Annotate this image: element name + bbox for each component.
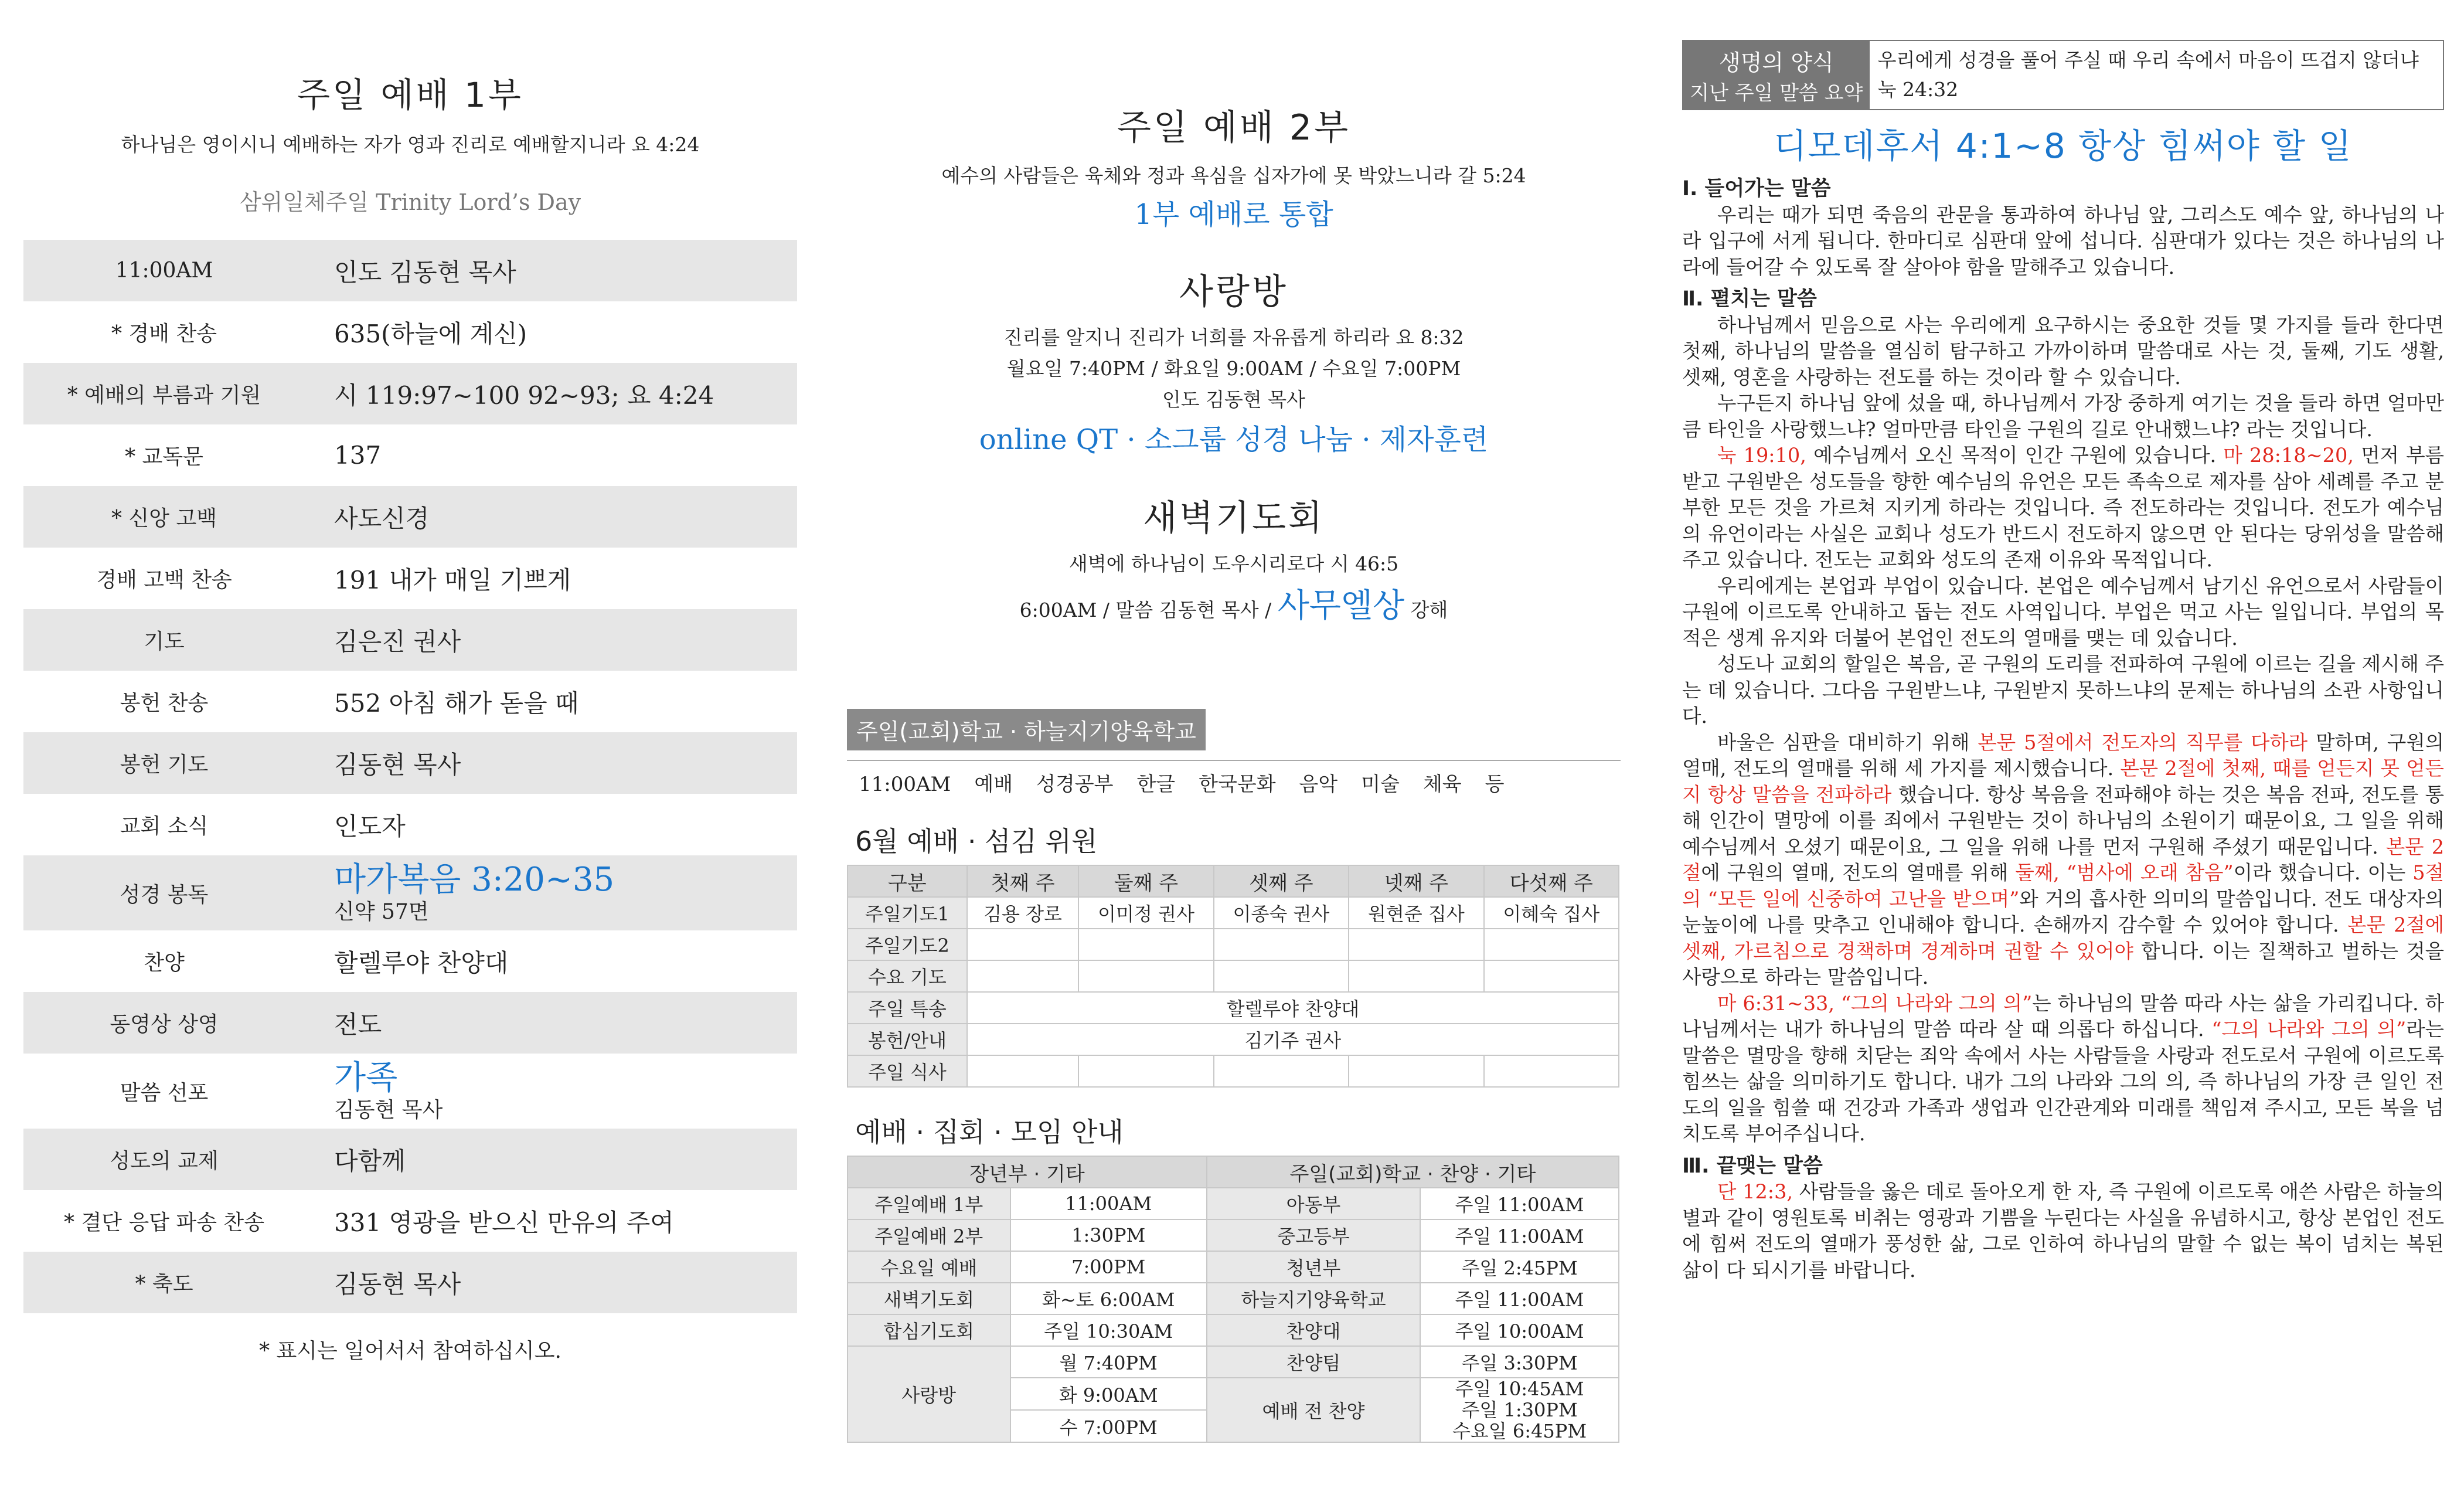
sarangbang-title: 사랑방 (1179, 271, 1288, 312)
committee-row (848, 929, 1619, 960)
ref: “그의 나라와 그의 의” (2211, 1018, 2407, 1041)
schedule-time: 주일 2:45PM (1420, 1251, 1619, 1283)
order-label: 교회 소식 (120, 814, 209, 838)
school-item: 체육 (1422, 773, 1462, 796)
order-row (23, 609, 797, 671)
school-section (847, 709, 1621, 797)
service2-verse: 예수의 사람들은 육체와 정과 욕심을 십자가에 못 박았느니라 갈 5:24 (941, 164, 1526, 187)
school-item: 성경공부 (1036, 773, 1114, 796)
sermon-panel (1682, 0, 2444, 1495)
schedule-name: 찬양대 (1207, 1314, 1420, 1346)
schedule-time: 수 7:00PM (1010, 1410, 1207, 1442)
schedule-name: 예배 전 찬양 (1207, 1378, 1420, 1442)
committee-cell (1214, 1055, 1349, 1087)
order-value: 다함께 (334, 1146, 406, 1175)
committee-table (847, 865, 1619, 1088)
order-value: 인도 김동현 목사 (334, 257, 516, 287)
schedule-row (848, 1251, 1619, 1283)
committee-row (848, 1055, 1619, 1087)
order-row (23, 240, 797, 301)
text: 라는 말씀은 멸망을 향해 치닫는 죄악 속에서 사는 사람들을 사랑과 전도로서 구원에 이르도록 힘쓰는 삶을 의미하기도 합니다. 내가 그의 나라와 그의 의, 즉 하나님의 가장 큰 일인 전도의 일을 힘쓸 때 건강과 가족과 생업과 인간관계와 미래를 책임져 주시고, 모든 복을 넘치도록 부어주십니다. (1682, 1018, 2444, 1145)
committee-cell (1078, 960, 1213, 992)
committee-cell (967, 929, 1079, 960)
order-label: 경배 고백 찬송 (96, 568, 232, 592)
order-label: 11:00AM (115, 259, 213, 283)
ref: 본문 2절 (1682, 835, 2445, 884)
text: 했습니다. 항상 복음을 전파해야 하는 것은 복음 전파, 전도를 통해 인간이 멸망에 이를 죄에서 구원받는 것이 하나님의 소원이기 때문이요, 그 일을 위해 예수님께서 오셨기 때문이요, 그 일을 위해 나를 먼저 구원해 주셨기 때문입니다. (1682, 783, 2445, 858)
order-value: 191 내가 매일 기쁘게 (334, 565, 571, 594)
schedule-time: 1:30PM (1010, 1219, 1207, 1251)
order-of-worship (23, 240, 797, 1313)
order-row (23, 363, 797, 424)
section2-heading: Ⅱ. 펼치는 말씀 (1682, 287, 1817, 311)
sermon-badge-a: 생명의 양식 (1719, 50, 1834, 76)
order-row (23, 1190, 797, 1252)
text: 이라 했습니다. 이는 (2233, 861, 2413, 884)
text: 사람들을 옳은 데로 돌아오게 한 자, 즉 구원에 이르도록 애쓴 사람은 하늘의 별과 같이 영원토록 비취는 영광과 기쁨을 누린다는 사실을 유념하시고, 항상 본업인 전도에 힘써 전도의 열매가 풍성한 삶, 그로 인하여 하나님의 말할 수 없는 복이 넘치는 복된 삶이 다 되시기를 바랍니다. (1682, 1180, 2444, 1282)
schedule-time: 주일 3:30PM (1420, 1346, 1619, 1378)
section2-paragraph-2: 누구든지 하나님 앞에 섰을 때, 하나님께서 가장 중하게 여기는 것을 들라 하면 얼마만큼 타인을 사랑했느냐? 얼마만큼 타인을 구원의 길로 안내했느냐? 라는 것입니다. (1682, 392, 2444, 441)
schedule-name: 사랑방 (848, 1346, 1010, 1442)
dawn-verse: 새벽에 하나님이 도우시리로다 시 46:5 (1068, 552, 1399, 575)
order-row (23, 855, 797, 930)
order-label: 봉헌 기도 (120, 753, 209, 777)
order-value: 552 아침 해가 돋을 때 (334, 688, 579, 718)
section2-paragraph-3 (1682, 443, 2444, 573)
schedule-name: 청년부 (1207, 1251, 1420, 1283)
committee-header: 구분 (848, 865, 967, 897)
committee-header: 다섯째 주 (1484, 865, 1619, 897)
schedule-name: 아동부 (1207, 1188, 1420, 1219)
order-label: * 예배의 부름과 기원 (67, 383, 261, 407)
committee-cell (1214, 960, 1349, 992)
dawn-title: 새벽기도회 (1143, 498, 1325, 539)
school-item: 한국문화 (1199, 773, 1276, 796)
committee-cell (967, 1055, 1079, 1087)
schedule-name: 중고등부 (1207, 1219, 1420, 1251)
order-label: * 경배 찬송 (111, 322, 217, 346)
committee-header: 셋째 주 (1214, 865, 1349, 897)
order-value (305, 1059, 443, 1123)
order-label: 봉헌 찬송 (120, 691, 209, 715)
sermon-header-verse: 우리에게 성경을 풀어 주실 때 우리 속에서 마음이 뜨겁지 않더냐 눅 24:32 (1877, 49, 2419, 101)
school-item: 한글 (1136, 773, 1176, 796)
committee-cell (1484, 960, 1619, 992)
schedule-name: 하늘지기양육학교 (1207, 1283, 1420, 1314)
text: 에 구원의 열매, 전도의 열매를 위해 (1701, 861, 2016, 884)
schedule-table (847, 1156, 1619, 1443)
schedule-right-header: 주일(교회)학교 · 찬양 · 기타 (1207, 1156, 1619, 1188)
schedule-time: 주일 11:00AM (1420, 1188, 1619, 1219)
ref: 본문 5절에서 전도자의 직무를 다하라 (1978, 730, 2308, 754)
order-value: 김동현 목사 (334, 750, 461, 779)
sermon-badge-b: 지난 주일 말씀 요약 (1690, 81, 1863, 105)
service1-title: 주일 예배 1부 (297, 75, 523, 115)
order-label: 찬양 (144, 951, 185, 975)
order-value: 전도 (334, 1010, 382, 1039)
order-value (305, 861, 614, 925)
committee-header: 첫째 주 (967, 865, 1079, 897)
ref: 마 6:31~33, “그의 나라와 그의 의” (1717, 991, 2033, 1015)
order-value: 시 119:97~100 92~93; 요 4:24 (334, 380, 714, 410)
section2-paragraph-6 (1682, 730, 2444, 991)
committee-row (848, 992, 1619, 1024)
standing-note: * 표시는 일어서서 참여하십시오. (259, 1339, 561, 1363)
schedule-left-header: 장년부 · 기타 (848, 1156, 1207, 1188)
schedule-title: 예배 · 집회 · 모임 안내 (855, 1116, 1124, 1148)
school-item: 등 (1485, 773, 1505, 796)
order-row (23, 486, 797, 548)
order-label: 성경 봉독 (120, 882, 209, 907)
sermon-badge (1683, 41, 1870, 109)
schedule-name: 주일예배 1부 (848, 1188, 1010, 1219)
sarangbang-activities: online QT · 소그룹 성경 나눔 · 제자훈련 (979, 423, 1489, 456)
sermon-header (1682, 40, 2444, 110)
committee-cell (1349, 960, 1483, 992)
committee-row-label: 봉헌/안내 (848, 1024, 967, 1055)
text: 는 하나님의 말씀 따라 사는 삶을 가리킵니다. 하나님께서는 내가 하나님의 말씀 따라 살 때 의롭다 하십니다. (1682, 991, 2444, 1041)
committee-cell: 김용 장로 (967, 897, 1079, 929)
committee-cell: 이혜숙 집사 (1484, 897, 1619, 929)
order-label: 기도 (144, 630, 185, 654)
order-value: 635(하늘에 계신) (334, 319, 527, 348)
order-value-sub: 김동현 목사 (334, 1098, 443, 1122)
schedule-name: 주일예배 2부 (848, 1219, 1010, 1251)
schedule-time: 주일 10:00AM (1420, 1314, 1619, 1346)
schedule-header-row (848, 1156, 1619, 1188)
committee-row-label: 주일 특송 (848, 992, 967, 1024)
school-items (847, 760, 1621, 797)
order-value: 137 (334, 441, 382, 470)
order-value: 김동현 목사 (334, 1269, 461, 1299)
schedule-row (848, 1283, 1619, 1314)
sarangbang-leader: 인도 김동현 목사 (1162, 388, 1306, 411)
order-row (23, 732, 797, 794)
school-item: 예배 (974, 773, 1013, 796)
committee-row-label: 주일기도1 (848, 897, 967, 929)
text: 합니다. 이는 질책하고 벌하는 것을 사랑으로 하라는 말씀입니다. (1682, 939, 2444, 988)
order-row (23, 301, 797, 363)
committee-merged-cell: 할렐루야 찬양대 (967, 992, 1619, 1024)
section2-paragraph-7 (1682, 991, 2444, 1147)
committee-cell (1349, 929, 1483, 960)
committee-cell (1078, 929, 1213, 960)
dawn-info-pre: 6:00AM / 말씀 김동현 목사 / (1019, 599, 1272, 621)
section1-heading: Ⅰ. 들어가는 말씀 (1682, 177, 1831, 201)
dawn-info (847, 580, 1621, 627)
committee-header: 둘째 주 (1078, 865, 1213, 897)
committee-row-label: 수요 기도 (848, 960, 967, 992)
committee-row-label: 주일기도2 (848, 929, 967, 960)
section2-paragraph-4: 우리에게는 본업과 부업이 있습니다. 본업은 예수님께서 남기신 유언으로서 사람들이 구원에 이르도록 안내하고 돕는 전도 사역입니다. 부업은 먹고 사는 일입니다. 부업의 목적은 생계 유지와 더불어 본업인 전도의 열매를 맺는 데 있습니다. (1682, 574, 2444, 650)
ref: 5절의 “모든 일에 신중하여 고난을 받으며” (1682, 861, 2444, 910)
schedule-row (848, 1219, 1619, 1251)
section2-paragraph-1: 하나님께서 믿음으로 사는 우리에게 요구하시는 중요한 것들 몇 가지를 들라 한다면 첫째, 하나님의 말씀을 열심히 탐구하고 가까이하며 말씀대로 사는 것, 둘째, 기도 생활, 셋째, 영혼을 사랑하는 전도를 하는 것이라 할 수 있습니다. (1682, 313, 2444, 389)
order-value: 331 영광을 받으신 만유의 주여 (334, 1208, 674, 1237)
service2-title: 주일 예배 2부 (1117, 107, 1351, 148)
committee-cell: 이종숙 권사 (1214, 897, 1349, 929)
ref: 마 28:18~20, (2223, 444, 2354, 467)
order-row (23, 424, 797, 486)
text: 와 거의 흡사한 의미의 말씀입니다. 전도 대상자의 눈높이에 나를 맞추고 인내해야 합니다. 손해까지 감수할 수 있어야 합니다. (1682, 887, 2444, 936)
ref: 둘째, “범사에 오래 참음” (2015, 861, 2234, 884)
committee-merged-cell: 김기주 권사 (967, 1024, 1619, 1055)
order-value-main: 마가복음 3:20~35 (334, 861, 615, 899)
schedule-name: 수요일 예배 (848, 1251, 1010, 1283)
order-label: * 신앙 고백 (111, 507, 217, 531)
schedule-time: 주일 11:00AM (1420, 1283, 1619, 1314)
order-value: 김은진 권사 (334, 627, 461, 656)
order-label: 말씀 선포 (120, 1081, 209, 1105)
schedule-time: 주일 1:30PM (1461, 1399, 1578, 1421)
text: 예수님께서 오신 목적이 인간 구원에 있습니다. (1806, 444, 2224, 467)
schedule-time: 주일 11:00AM (1420, 1219, 1619, 1251)
schedule-name: 새벽기도회 (848, 1283, 1010, 1314)
text: 말하며, 구원의 열매, 전도의 열매를 위해 세 가지를 제시했습니다. (1682, 730, 2444, 780)
committee-row-label: 주일 식사 (848, 1055, 967, 1087)
ref: 본문 2절에 첫째, 때를 얻든지 못 얻든지 항상 말씀을 전파하라 (1682, 757, 2444, 806)
committee-cell (1078, 1055, 1213, 1087)
school-item: 미술 (1361, 773, 1400, 796)
school-bar: 주일(교회)학교 · 하늘지기양육학교 (847, 709, 1206, 750)
section2-paragraph-5: 성도나 교회의 할일은 복음, 곧 구원의 도리를 전파하여 구원에 이르는 길을 제시해 주는 데 있습니다. 그다음 구원받느냐, 구원받지 못하느냐의 문제는 하나님의 소관 사항입니다. (1682, 653, 2444, 728)
ref: 눅 19:10, (1717, 444, 1806, 467)
section3-heading: Ⅲ. 끝맺는 말씀 (1682, 1154, 1823, 1178)
schedule-time-multi (1420, 1378, 1619, 1442)
order-row (23, 794, 797, 855)
order-value-sub: 신약 57면 (334, 900, 429, 924)
ref: 단 12:3, (1717, 1180, 1793, 1203)
order-label: 성도의 교제 (110, 1149, 219, 1173)
schedule-row (848, 1346, 1619, 1378)
sarangbang-times: 월요일 7:40PM / 화요일 9:00AM / 수요일 7:00PM (1006, 357, 1461, 380)
committee-cell (967, 960, 1079, 992)
schedule-time: 화 9:00AM (1010, 1378, 1207, 1410)
order-value: 할렐루야 찬양대 (334, 948, 509, 977)
service2-note: 1부 예배로 통합 (1134, 198, 1333, 231)
schedule-name: 찬양팀 (1207, 1346, 1420, 1378)
dawn-info-post: 강해 (1410, 599, 1448, 621)
schedule-time: 화~토 6:00AM (1010, 1283, 1207, 1314)
ref: 본문 2절에 셋째, 가르침으로 경책하며 경계하며 권할 수 있어야 (1682, 913, 2444, 963)
schedule-name: 합심기도회 (848, 1314, 1010, 1346)
committee-header-row (848, 865, 1619, 897)
committee-cell (1484, 929, 1619, 960)
committee-row (848, 960, 1619, 992)
order-value: 인도자 (334, 811, 406, 841)
section3-paragraph (1682, 1179, 2444, 1283)
schedule-row (848, 1314, 1619, 1346)
sermon-title: 디모데후서 4:1~8 항상 힘써야 할 일 (1774, 126, 2353, 166)
school-item: 11:00AM (859, 773, 951, 796)
sermon-body (1682, 176, 2444, 1283)
schedule-time: 월 7:40PM (1010, 1346, 1207, 1378)
announcements-panel (847, 0, 1621, 1495)
committee-title: 6월 예배 · 섬김 위원 (855, 825, 1098, 857)
order-label: * 결단 응답 파송 찬송 (64, 1211, 264, 1235)
sarangbang-verse: 진리를 알지니 진리가 너희를 자유롭게 하리라 요 8:32 (1003, 326, 1464, 349)
order-row (23, 671, 797, 732)
schedule-row (848, 1188, 1619, 1219)
schedule-time: 수요일 6:45PM (1452, 1420, 1587, 1442)
committee-cell (1214, 929, 1349, 960)
committee-cell (1349, 1055, 1483, 1087)
committee-cell: 이미정 권사 (1078, 897, 1213, 929)
order-row (23, 1252, 797, 1313)
order-label: * 축도 (135, 1272, 193, 1296)
school-item: 음악 (1299, 773, 1338, 796)
service1-subtitle: 삼위일체주일 Trinity Lord’s Day (239, 189, 581, 215)
committee-row (848, 1024, 1619, 1055)
order-label: * 교독문 (125, 445, 203, 469)
order-row (23, 1054, 797, 1129)
dawn-book: 사무엘상 (1277, 587, 1405, 625)
schedule-time: 주일 10:30AM (1010, 1314, 1207, 1346)
order-value-main: 가족 (334, 1059, 398, 1097)
order-row (23, 930, 797, 992)
committee-cell: 원현준 집사 (1349, 897, 1483, 929)
text: 바울은 심판을 대비하기 위해 (1717, 730, 1978, 754)
schedule-time: 11:00AM (1010, 1188, 1207, 1219)
section1-paragraph: 우리는 때가 되면 죽음의 관문을 통과하여 하나님 앞, 그리스도 예수 앞, 하나님의 나라 입구에 서게 됩니다. 한마디로 심판대 앞에 섭니다. 심판대가 있다는 것은 하나님의 나라에 들어갈 수 있도록 잘 살아야 함을 말해주고 있습니다. (1682, 203, 2444, 278)
order-row (23, 1129, 797, 1190)
schedule-time: 7:00PM (1010, 1251, 1207, 1283)
committee-header: 넷째 주 (1349, 865, 1483, 897)
order-value: 사도신경 (334, 504, 430, 533)
committee-cell (1484, 1055, 1619, 1087)
order-row (23, 548, 797, 609)
service1-panel (23, 0, 797, 1495)
text: 먼저 부름받고 구원받은 성도들을 향한 예수님의 유언은 모든 족속으로 제자를 삼아 세례를 주고 분부한 모든 것을 가르쳐 지키게 하라는 것입니다. 즉 전도하라는 것입니다. 전도가 예수님의 유언이라는 사실은 교회나 성도가 반드시 전도하지 않으면 안 된다는 당위성을 말씀해 주고 있습니다. 전도는 교회와 성도의 존재 이유와 목적입니다. (1682, 444, 2444, 571)
committee-row (848, 897, 1619, 929)
schedule-time: 주일 10:45AM (1455, 1378, 1584, 1400)
service1-verse: 하나님은 영이시니 예배하는 자가 영과 진리로 예배할지니라 요 4:24 (121, 133, 700, 156)
order-row (23, 992, 797, 1054)
order-label: 동영상 상영 (110, 1012, 219, 1037)
